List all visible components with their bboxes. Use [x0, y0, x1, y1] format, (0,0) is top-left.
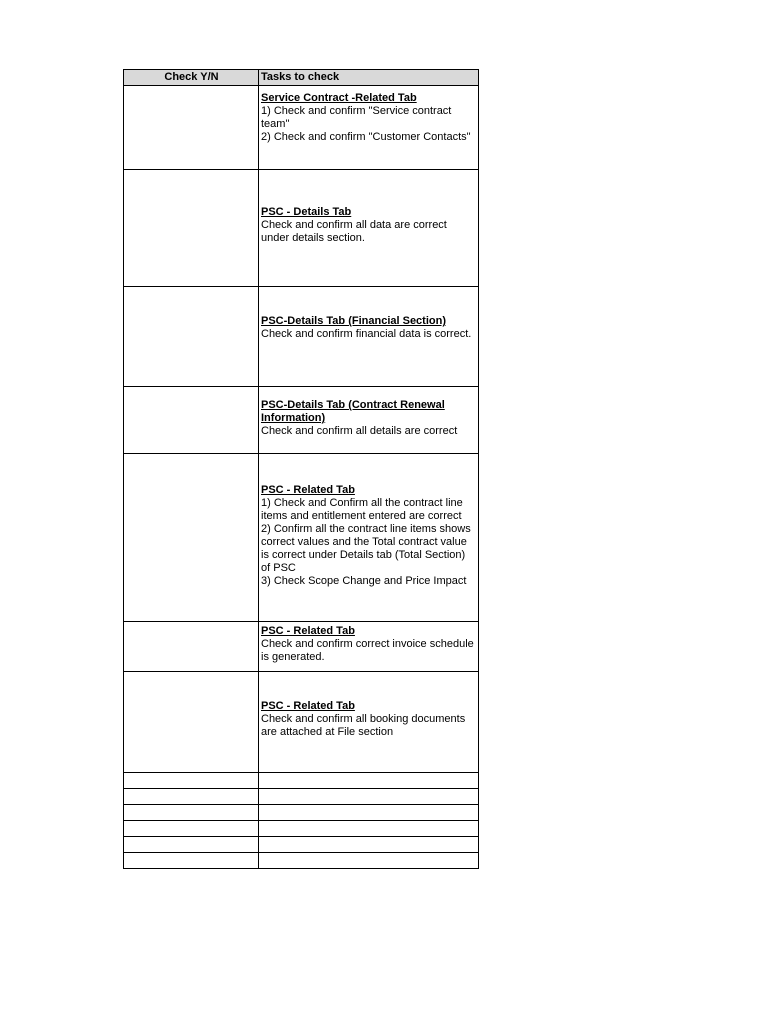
header-check-yn: Check Y/N: [124, 70, 259, 86]
check-cell[interactable]: [124, 86, 259, 170]
task-cell: [259, 672, 479, 773]
table-row: [124, 170, 479, 287]
empty-task-cell[interactable]: [259, 805, 479, 821]
check-cell[interactable]: [124, 454, 259, 622]
header-row: [124, 70, 479, 86]
task-cell: [259, 387, 479, 454]
task-title: PSC - Related Tab: [261, 625, 355, 637]
task-title: PSC - Related Tab: [261, 484, 355, 496]
empty-check-cell[interactable]: [124, 853, 259, 869]
task-cell: [259, 622, 479, 672]
task-cell: [259, 86, 479, 170]
task-title: PSC-Details Tab (Contract Renewal Information): [261, 399, 445, 424]
empty-table-row: [124, 789, 479, 805]
task-cell: [259, 287, 479, 387]
empty-check-cell[interactable]: [124, 805, 259, 821]
task-title: PSC - Details Tab: [261, 206, 352, 218]
empty-task-cell[interactable]: [259, 853, 479, 869]
header-tasks-to-check: Tasks to check: [259, 70, 479, 86]
table-row: [124, 622, 479, 672]
table-row: [124, 287, 479, 387]
task-cell: [259, 170, 479, 287]
empty-check-cell[interactable]: [124, 837, 259, 853]
table-row: [124, 86, 479, 170]
empty-task-cell[interactable]: [259, 837, 479, 853]
check-cell[interactable]: [124, 622, 259, 672]
empty-task-cell[interactable]: [259, 773, 479, 789]
task-line: 1) Check and confirm "Service contract team": [261, 105, 452, 130]
empty-check-cell[interactable]: [124, 789, 259, 805]
table-row: [124, 387, 479, 454]
empty-task-cell[interactable]: [259, 821, 479, 837]
task-title: Service Contract -Related Tab: [261, 92, 417, 104]
task-line: Check and confirm all booking documents are attached at File section: [261, 713, 466, 738]
check-cell[interactable]: [124, 672, 259, 773]
table-row: [124, 672, 479, 773]
task-line: Check and confirm all data are correct under details section.: [261, 219, 447, 244]
empty-table-row: [124, 805, 479, 821]
task-line: Check and confirm financial data is correct.: [261, 328, 472, 340]
task-cell: [259, 454, 479, 622]
task-line: 1) Check and Confirm all the contract line items and entitlement entered are correct: [261, 497, 463, 522]
empty-check-cell[interactable]: [124, 821, 259, 837]
task-line: Check and confirm correct invoice schedule is generated.: [261, 638, 474, 663]
task-checklist-table: [123, 69, 479, 869]
empty-table-row: [124, 853, 479, 869]
empty-table-row: [124, 773, 479, 789]
empty-table-row: [124, 821, 479, 837]
check-cell[interactable]: [124, 170, 259, 287]
check-cell[interactable]: [124, 287, 259, 387]
task-line: 2) Check and confirm "Customer Contacts": [261, 131, 471, 143]
table-row: [124, 454, 479, 622]
task-title: PSC - Related Tab: [261, 700, 355, 712]
empty-check-cell[interactable]: [124, 773, 259, 789]
check-cell[interactable]: [124, 387, 259, 454]
empty-task-cell[interactable]: [259, 789, 479, 805]
task-line: Check and confirm all details are correct: [261, 425, 458, 437]
task-title: PSC-Details Tab (Financial Section): [261, 315, 446, 327]
empty-table-row: [124, 837, 479, 853]
task-line: 2) Confirm all the contract line items shows correct values and the Total contract value is correct under Details tab (Total Section) of PSC: [261, 523, 471, 574]
task-line: 3) Check Scope Change and Price Impact: [261, 575, 467, 587]
